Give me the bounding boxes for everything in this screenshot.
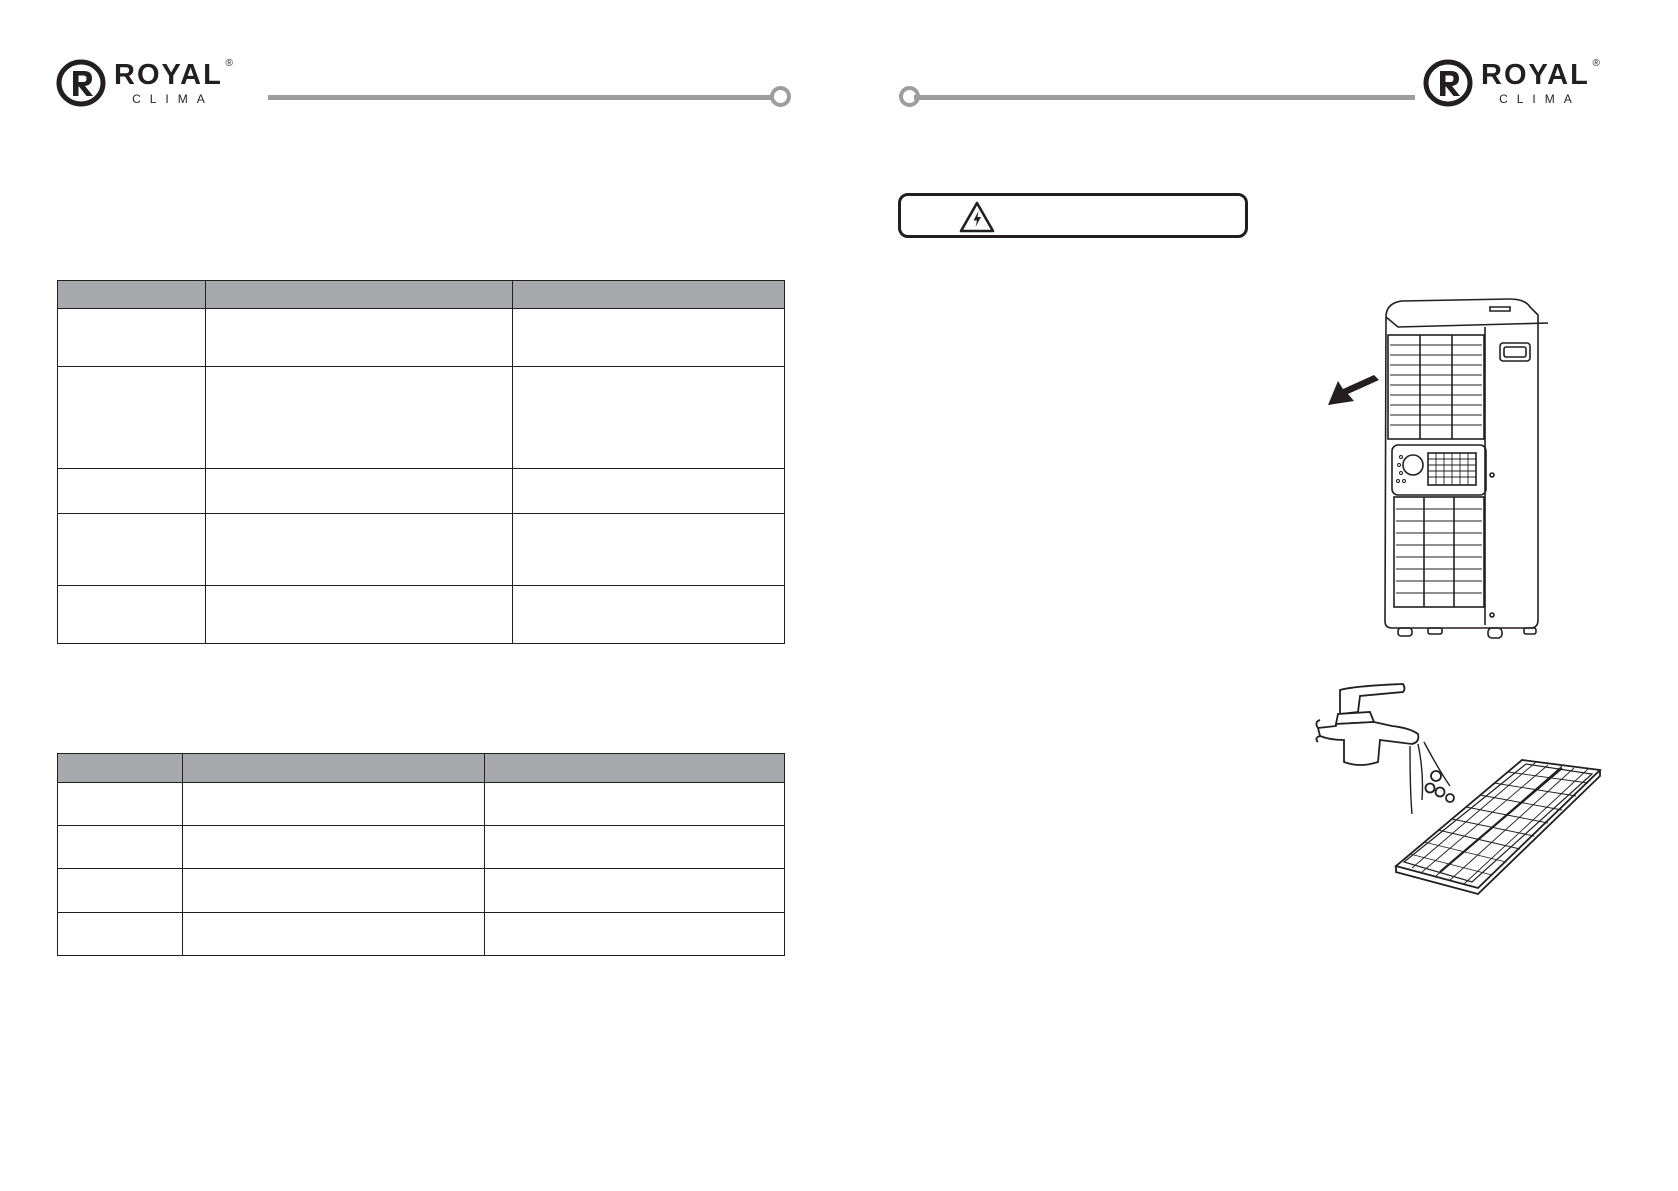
column-header xyxy=(183,754,485,783)
brand-name: ROYAL ® xyxy=(1481,58,1602,91)
table-cell xyxy=(206,469,513,514)
table-cell xyxy=(58,783,183,826)
table-row xyxy=(58,869,785,913)
table-cell xyxy=(513,469,785,514)
brand-logo-left xyxy=(56,58,235,108)
header-rule-left xyxy=(268,95,775,100)
table-cell xyxy=(513,309,785,367)
column-header xyxy=(206,281,513,309)
table-cell xyxy=(206,514,513,586)
table-row xyxy=(58,469,785,514)
table-row xyxy=(58,826,785,869)
filter-washing-illustration xyxy=(1300,682,1610,907)
brand-logo-right xyxy=(1423,58,1602,108)
table-row xyxy=(58,309,785,367)
table-cell xyxy=(58,913,183,956)
table-header-row xyxy=(58,754,785,783)
table-cell xyxy=(183,826,485,869)
royal-clima-emblem-icon xyxy=(56,58,106,108)
table-cell xyxy=(513,514,785,586)
header-ring-left xyxy=(770,86,791,107)
table-cell xyxy=(206,586,513,644)
table-row xyxy=(58,783,785,826)
brand-subname: CLIMA xyxy=(132,92,214,106)
column-header xyxy=(485,754,785,783)
column-header xyxy=(513,281,785,309)
table-row xyxy=(58,367,785,469)
table-cell xyxy=(58,514,206,586)
table-cell xyxy=(206,367,513,469)
brand-name: ROYAL ® xyxy=(114,58,235,91)
table-header-row xyxy=(58,281,785,309)
table-row xyxy=(58,586,785,644)
table-cell xyxy=(58,826,183,869)
error-code-table xyxy=(57,753,785,956)
brand-subname: CLIMA xyxy=(1499,92,1581,106)
table-row xyxy=(58,514,785,586)
table-row xyxy=(58,913,785,956)
table-cell xyxy=(183,869,485,913)
table-cell xyxy=(183,783,485,826)
table-cell xyxy=(485,826,785,869)
table-cell xyxy=(183,913,485,956)
royal-clima-emblem-icon xyxy=(1423,58,1473,108)
column-header xyxy=(58,281,206,309)
header-rule-right xyxy=(914,95,1415,100)
table-cell xyxy=(58,469,206,514)
portable-air-conditioner-illustration xyxy=(1310,295,1610,645)
table-cell xyxy=(485,869,785,913)
table-cell xyxy=(513,367,785,469)
table-cell xyxy=(58,869,183,913)
table-cell xyxy=(58,586,206,644)
table-cell xyxy=(485,913,785,956)
table-cell xyxy=(58,367,206,469)
electric-shock-warning-icon xyxy=(959,201,995,233)
column-header xyxy=(58,754,183,783)
warning-box xyxy=(898,193,1248,238)
troubleshooting-table xyxy=(57,280,785,644)
table-cell xyxy=(206,309,513,367)
table-cell xyxy=(513,586,785,644)
table-cell xyxy=(485,783,785,826)
table-cell xyxy=(58,309,206,367)
